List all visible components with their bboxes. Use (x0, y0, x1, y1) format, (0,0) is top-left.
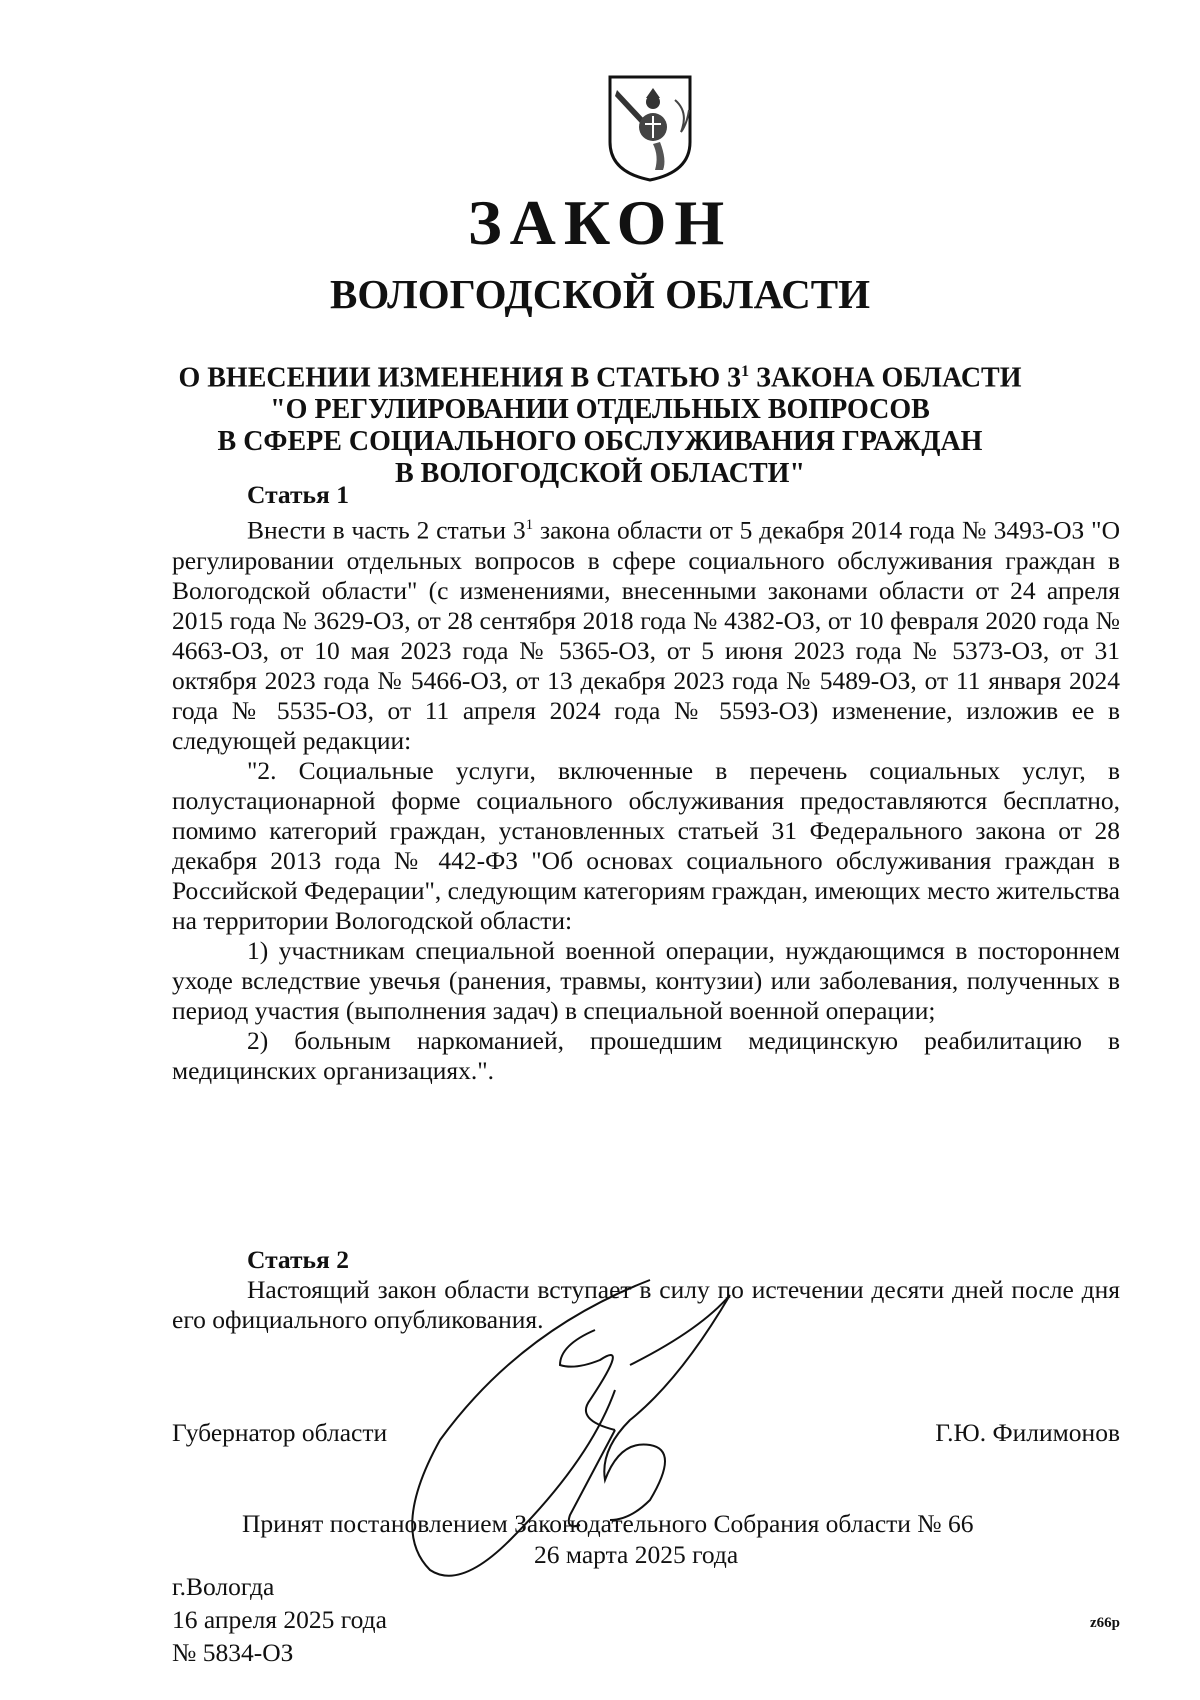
adoption-line-1: Принят постановлением Законодательного Собрания области № 66 (242, 1509, 974, 1538)
subject-line-3: В СФЕРЕ СОЦИАЛЬНОГО ОБСЛУЖИВАНИЯ ГРАЖДАН (217, 426, 983, 458)
adoption-info (172, 1508, 1120, 1570)
adoption-line-2: 26 марта 2025 года (534, 1540, 739, 1569)
subject-line-4: В ВОЛОГОДСКОЙ ОБЛАСТИ" (394, 458, 806, 490)
vologda-coat-of-arms-icon (605, 72, 695, 182)
document-region: ВОЛОГОДСКОЙ ОБЛАСТИ (329, 271, 871, 317)
place-and-date (172, 1570, 387, 1669)
signatory-position: Губернатор области (172, 1418, 388, 1447)
article-1-paragraph-4: 2) больным наркоманией, прошедшим медицинскую реабилитацию в медицинских организациях.". (172, 1025, 1120, 1085)
document-title: ЗАКОН (467, 187, 733, 258)
article-1-paragraph-3: 1) участникам специальной военной операции, нуждающимся в постороннем уходе вследствие увечья (ранения, травмы, контузии) или заболевания, полученных в период участия (выполнения задач) в специальной военной операции; (172, 935, 1120, 1025)
signature-row (172, 1418, 1120, 1448)
subject-line-2: "О РЕГУЛИРОВАНИИ ОТДЕЛЬНЫХ ВОПРОСОВ (270, 394, 930, 426)
city: г.Вологда (172, 1572, 275, 1601)
article-2 (172, 1245, 1120, 1335)
article-1 (172, 480, 1120, 1086)
subject-line-1: О ВНЕСЕНИИ ИЗМЕНЕНИЯ В СТАТЬЮ $3^1$ ЗАКОНА ОБЛАСТИ (178, 362, 1022, 394)
article-1-paragraph-2: "2. Социальные услуги, включенные в перечень социальных услуг, в полустационарной форме социального обслуживания предоставляются бесплатно, помимо категорий граждан, установленных статьей 31 Федерального закона от 28 декабря 2013 года № 442-ФЗ "Об основах социального обслуживания граждан в Российской Федерации", следующим категориям граждан, имеющих место жительства на территории Вологодской области: (172, 755, 1120, 935)
law-number: № 5834-ОЗ (172, 1638, 294, 1667)
article-2-heading: Статья 2 (247, 1245, 349, 1274)
footer-code: z66p (1090, 1615, 1120, 1631)
article-1-heading: Статья 1 (247, 480, 349, 509)
article-2-paragraph-1: Настоящий закон области вступает в силу по истечении десяти дней после дня его официального опубликования. (172, 1275, 1120, 1334)
signing-date: 16 апреля 2025 года (172, 1605, 387, 1634)
law-subject (0, 356, 1200, 490)
article-1-paragraph-1: Внести в часть 2 статьи $3^1$ закона области от 5 декабря 2014 года № 3493-ОЗ "О регулировании отдельных вопросов в сфере социального обслуживания граждан в Вологодской области" (с изменениями, внесенными законами области от 24 апреля 2015 года № 3629-ОЗ, от 28 сентября 2018 года № 4382-ОЗ, от 10 февраля 2020 года № 4663-ОЗ, от 10 мая 2023 года № 5365-ОЗ, от 5 июня 2023 года № 5373-ОЗ, от 31 октября 2023 года № 5466-ОЗ, от 13 декабря 2023 года № 5489-ОЗ, от 11 января 2024 года № 5535-ОЗ, от 11 апреля 2024 года № 5593-ОЗ) изменение, изложив ее в следующей редакции: (172, 515, 1120, 755)
signatory-name: Г.Ю. Филимонов (935, 1418, 1120, 1447)
